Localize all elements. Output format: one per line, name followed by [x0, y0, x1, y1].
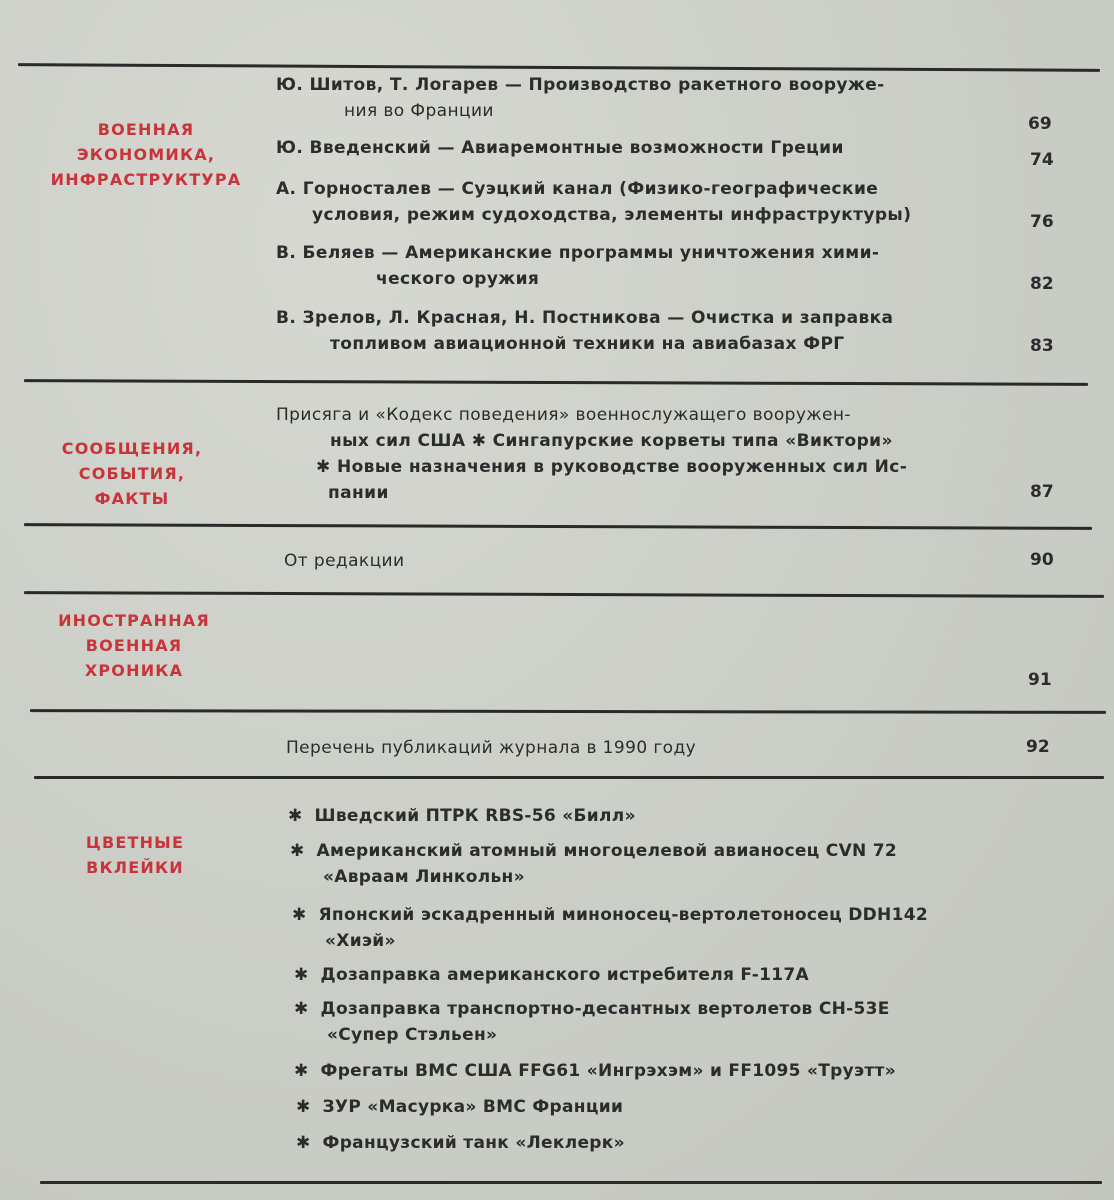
page-number: 90 [1030, 550, 1054, 570]
asterisk-icon: ✱ [294, 965, 309, 985]
insert-title: Шведский ПТРК RBS-56 «Билл» [314, 806, 636, 826]
entry-author: Ю. Введенский [276, 138, 432, 158]
insert-title: Французский танк «Леклерк» [322, 1133, 625, 1153]
toc-entry-editorial[interactable] [284, 548, 1014, 574]
messages-line: пании [328, 483, 389, 503]
asterisk-icon: ✱ [296, 1097, 311, 1117]
divider-economy-end [24, 379, 1088, 386]
page-number: 83 [1030, 336, 1054, 356]
entry-title: Американские программы уничтожения хими- [405, 243, 880, 263]
entry-title: Производство ракетного вооруже- [528, 75, 885, 95]
entry-title: Перечень публикаций журнала в 1990 году [286, 738, 697, 758]
entry-author: В. Зрелов, Л. Красная, Н. Постникова [276, 308, 661, 328]
section-heading-chronicle [38, 608, 230, 683]
entry-author: А. Горносталев [276, 179, 432, 199]
insert-item[interactable] [288, 803, 636, 829]
page-number: 76 [1030, 212, 1054, 232]
insert-item[interactable] [296, 1130, 625, 1156]
divider-editorial-end [24, 591, 1104, 598]
heading-line: ЭКОНОМИКА, [76, 145, 216, 164]
asterisk-icon: ✱ [294, 999, 309, 1019]
insert-title: Дозаправка американского истребителя F-117A [320, 965, 809, 985]
divider-top [18, 63, 1100, 72]
messages-line: ✱ Новые назначения в руководстве вооруженных сил Ис- [316, 457, 908, 477]
heading-line: СОБЫТИЯ, [78, 464, 186, 483]
insert-item[interactable] [290, 838, 897, 890]
insert-item[interactable] [294, 1058, 896, 1084]
asterisk-icon: ✱ [294, 1061, 309, 1081]
page-number: 69 [1028, 114, 1052, 134]
entry-title-cont: ческого оружия [376, 269, 540, 289]
page-number: 87 [1030, 482, 1054, 502]
entry-dash: — [375, 243, 406, 263]
toc-entry-publications[interactable] [286, 735, 1016, 761]
toc-entry[interactable] [276, 305, 1006, 357]
messages-line: ных сил США ✱ Сингапурские корветы типа «Виктори» [330, 431, 893, 451]
divider-messages-end [24, 523, 1092, 530]
page-number: 82 [1030, 274, 1054, 294]
entry-dash: — [660, 308, 691, 328]
entry-title: Очистка и заправка [691, 308, 894, 328]
insert-title-cont: «Супер Стэльен» [327, 1025, 498, 1045]
asterisk-icon: ✱ [290, 841, 305, 861]
insert-title: Японский эскадренный миноносец-вертолетоносец DDH142 [318, 905, 928, 925]
insert-title-cont: «Хиэй» [325, 931, 396, 951]
entry-author: В. Беляев [276, 243, 376, 263]
page-number: 91 [1028, 670, 1052, 690]
entry-dash: — [431, 179, 462, 199]
divider-publications-end [34, 776, 1104, 779]
insert-item[interactable] [292, 902, 928, 954]
heading-line: ХРОНИКА [84, 661, 184, 680]
toc-entry[interactable] [276, 72, 1006, 124]
heading-line: ФАКТЫ [94, 489, 170, 508]
insert-title: Американский атомный многоцелевой авианосец CVN 72 [316, 841, 898, 861]
toc-entry[interactable] [276, 240, 1006, 292]
section-heading-color-inserts [68, 830, 202, 880]
entry-title: Суэцкий канал (Физико-географические [461, 179, 879, 199]
heading-line: ЦВЕТНЫЕ [85, 833, 185, 852]
heading-line: ВКЛЕЙКИ [86, 858, 184, 877]
toc-entry[interactable] [276, 135, 1006, 161]
entry-dash: — [498, 75, 529, 95]
insert-title-cont: «Авраам Линкольн» [323, 867, 525, 887]
insert-item[interactable] [296, 1094, 623, 1120]
toc-entry[interactable] [276, 176, 1006, 228]
heading-line: ИНОСТРАННАЯ [58, 611, 210, 630]
section-heading-messages [34, 436, 230, 511]
entry-title-cont: условия, режим судоходства, элементы инфраструктуры) [312, 205, 912, 225]
heading-line: ВОЕННАЯ [85, 636, 183, 655]
insert-title: Дозаправка транспортно-десантных вертолетов CH-53E [320, 999, 890, 1019]
heading-line: ВОЕННАЯ [97, 120, 195, 139]
entry-title-cont: топливом авиационной техники на авиабазах ФРГ [330, 334, 845, 354]
asterisk-icon: ✱ [288, 806, 303, 826]
insert-title: Фрегаты ВМС США FFG61 «Ингрэхэм» и FF1095 «Труэтт» [320, 1061, 896, 1081]
insert-item[interactable] [294, 996, 890, 1048]
heading-line: ИНФРАСТРУКТУРА [50, 170, 242, 189]
heading-line: СООБЩЕНИЯ, [61, 439, 203, 458]
asterisk-icon: ✱ [296, 1133, 311, 1153]
entry-title: От редакции [284, 551, 405, 571]
divider-chronicle-end [30, 709, 1106, 714]
divider-bottom [40, 1181, 1102, 1184]
entry-dash: — [431, 138, 462, 158]
messages-text[interactable] [276, 402, 1011, 506]
insert-item[interactable] [294, 962, 809, 988]
entry-author: Ю. Шитов, Т. Логарев [276, 75, 499, 95]
messages-line: Присяга и «Кодекс поведения» военнослужащего вооружен- [276, 405, 851, 425]
entry-title: Авиаремонтные возможности Греции [461, 138, 844, 158]
asterisk-icon: ✱ [292, 905, 307, 925]
page-number: 74 [1030, 150, 1054, 170]
entry-title-cont: ния во Франции [344, 101, 494, 121]
page-number: 92 [1026, 737, 1050, 757]
section-heading-economy [30, 117, 262, 192]
insert-title: ЗУР «Масурка» ВМС Франции [322, 1097, 624, 1117]
